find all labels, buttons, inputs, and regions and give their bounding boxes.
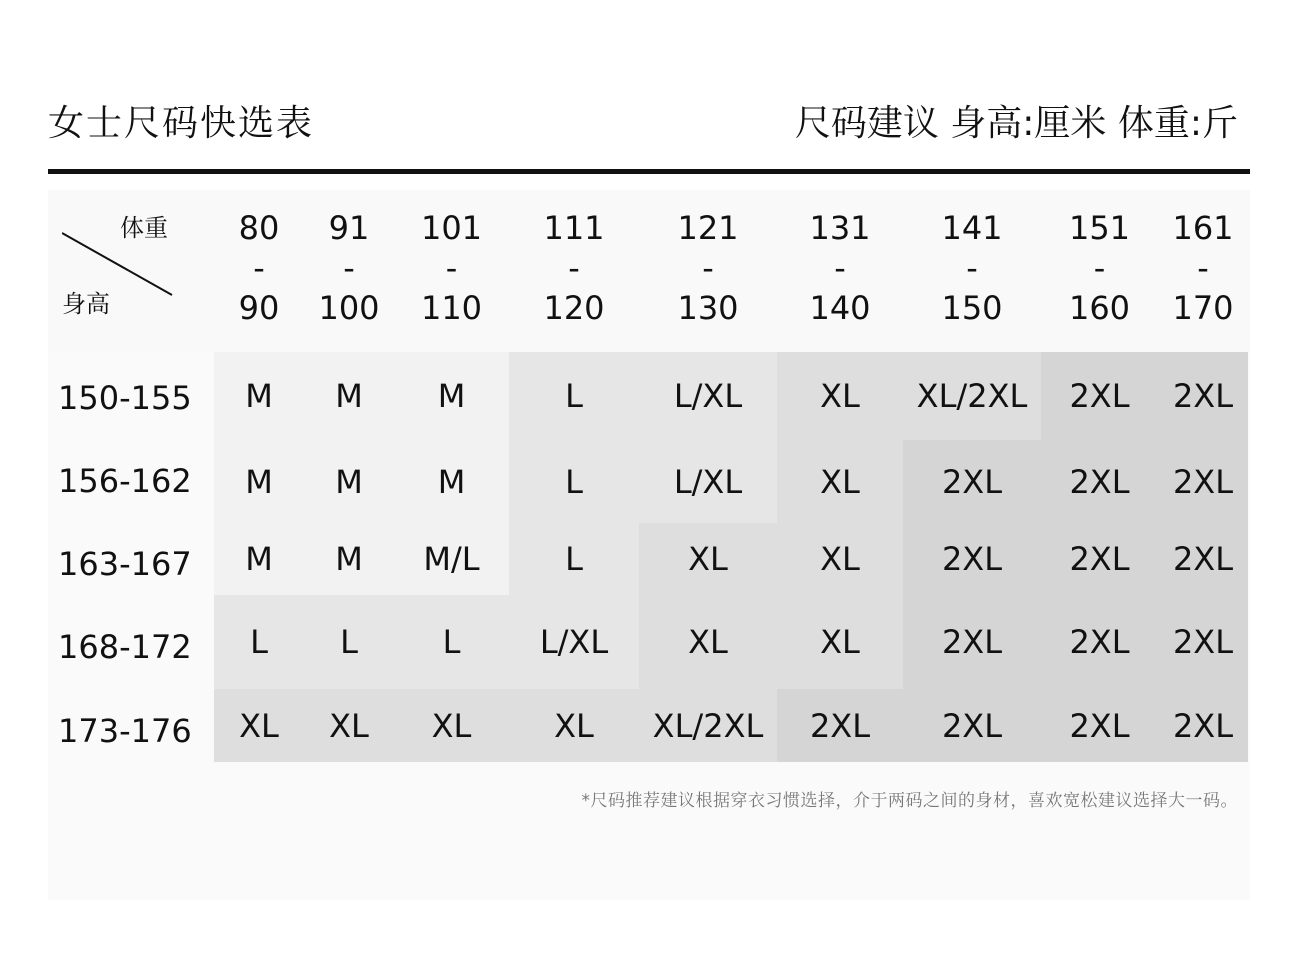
weight-range-top: 121: [677, 209, 739, 247]
size-cell: M: [304, 523, 394, 595]
height-range-label: 150-155: [58, 379, 192, 417]
weight-range-bottom: 130: [677, 289, 739, 327]
weight-range-dash: -: [1197, 249, 1209, 287]
weight-range-header: [658, 208, 758, 328]
size-cell: 2XL: [1158, 523, 1248, 595]
weight-range-top: 101: [420, 209, 483, 247]
size-cell: 2XL: [903, 440, 1041, 523]
size-cell: M: [214, 352, 304, 440]
size-cell: 2XL: [1158, 689, 1248, 762]
size-cell: M: [394, 440, 509, 523]
size-cell: XL: [304, 689, 394, 762]
size-cell: M: [214, 523, 304, 595]
size-cell: XL: [639, 523, 777, 595]
size-cell: XL: [777, 595, 903, 689]
weight-range-dash: -: [253, 249, 265, 287]
size-cell: L/XL: [639, 352, 777, 440]
weight-range-bottom: 100: [318, 289, 380, 327]
footnote: *尺码推荐建议根据穿衣习惯选择，介于两码之间的身材，喜欢宽松建议选择大一码。: [581, 791, 1238, 811]
weight-range-bottom: 110: [420, 289, 483, 327]
height-range-label: 168-172: [58, 628, 192, 666]
weight-range-header: [299, 208, 399, 328]
weight-range-top: 80: [238, 209, 280, 247]
size-cell: 2XL: [903, 595, 1041, 689]
weight-range-bottom: 160: [1068, 289, 1131, 327]
size-cell: L: [214, 595, 304, 689]
height-range-label: 156-162: [58, 462, 192, 500]
size-cell: L: [304, 595, 394, 689]
weight-range-dash: -: [343, 249, 355, 287]
size-cell: L/XL: [509, 595, 639, 689]
size-cell: 2XL: [777, 689, 903, 762]
weight-range-bottom: 140: [809, 289, 871, 327]
size-cell: L: [509, 523, 639, 595]
weight-range-header: [402, 208, 502, 328]
size-cell: XL: [394, 689, 509, 762]
size-cell: XL/2XL: [903, 352, 1041, 440]
height-axis-label: 身高: [62, 290, 110, 318]
size-cell: M: [304, 440, 394, 523]
size-cell: L/XL: [639, 440, 777, 523]
weight-range-bottom: 120: [543, 289, 605, 327]
weight-range-bottom: 170: [1172, 289, 1234, 327]
weight-range-header: [209, 208, 309, 328]
size-cell: 2XL: [1041, 523, 1158, 595]
height-range-label: 163-167: [58, 545, 192, 583]
size-cell: 2XL: [903, 523, 1041, 595]
weight-range-top: 141: [941, 209, 1003, 247]
size-cell: 2XL: [1158, 352, 1248, 440]
size-cell: 2XL: [1041, 689, 1158, 762]
size-cell: XL: [214, 689, 304, 762]
weight-range-top: 161: [1172, 209, 1234, 247]
height-range-label: 173-176: [58, 712, 192, 750]
size-cell: 2XL: [1041, 440, 1158, 523]
weight-range-header: [524, 208, 624, 328]
weight-range-dash: -: [702, 249, 714, 287]
page-title: 女士尺码快选表: [48, 103, 315, 144]
size-cell: XL: [777, 352, 903, 440]
size-cell: XL: [777, 440, 903, 523]
title-divider: [48, 169, 1250, 174]
size-cell: 2XL: [1041, 595, 1158, 689]
page-subtitle: 尺码建议 身高:厘米 体重:斤: [794, 103, 1238, 144]
weight-range-dash: -: [834, 249, 846, 287]
size-cell: 2XL: [1041, 352, 1158, 440]
weight-axis-label: 体重: [120, 214, 168, 242]
weight-range-top: 151: [1068, 209, 1131, 247]
size-cell: XL: [777, 523, 903, 595]
size-cell: XL/2XL: [639, 689, 777, 762]
size-cell: 2XL: [903, 689, 1041, 762]
size-cell: M: [394, 352, 509, 440]
weight-range-bottom: 90: [238, 289, 280, 327]
weight-range-top: 131: [809, 209, 871, 247]
size-cell: L: [509, 352, 639, 440]
corner-cell: [48, 190, 208, 352]
size-cell: L: [394, 595, 509, 689]
weight-range-header: [790, 208, 890, 328]
weight-range-dash: -: [966, 249, 978, 287]
weight-range-header: [1050, 208, 1150, 328]
weight-range-dash: -: [445, 249, 458, 287]
weight-range-header: [922, 208, 1022, 328]
size-cell: M: [214, 440, 304, 523]
size-cell: L: [509, 440, 639, 523]
size-cell: M: [304, 352, 394, 440]
weight-range-bottom: 150: [941, 289, 1003, 327]
weight-range-top: 91: [328, 209, 370, 247]
weight-range-top: 111: [543, 209, 605, 247]
size-cell: 2XL: [1158, 595, 1248, 689]
weight-range-dash: -: [568, 249, 580, 287]
weight-range-header: [1153, 208, 1253, 328]
size-cell: XL: [639, 595, 777, 689]
weight-range-dash: -: [1093, 249, 1106, 287]
table-header: [48, 190, 1250, 352]
size-cell: XL: [509, 689, 639, 762]
size-cell: M/L: [394, 523, 509, 595]
size-cell: 2XL: [1158, 440, 1248, 523]
